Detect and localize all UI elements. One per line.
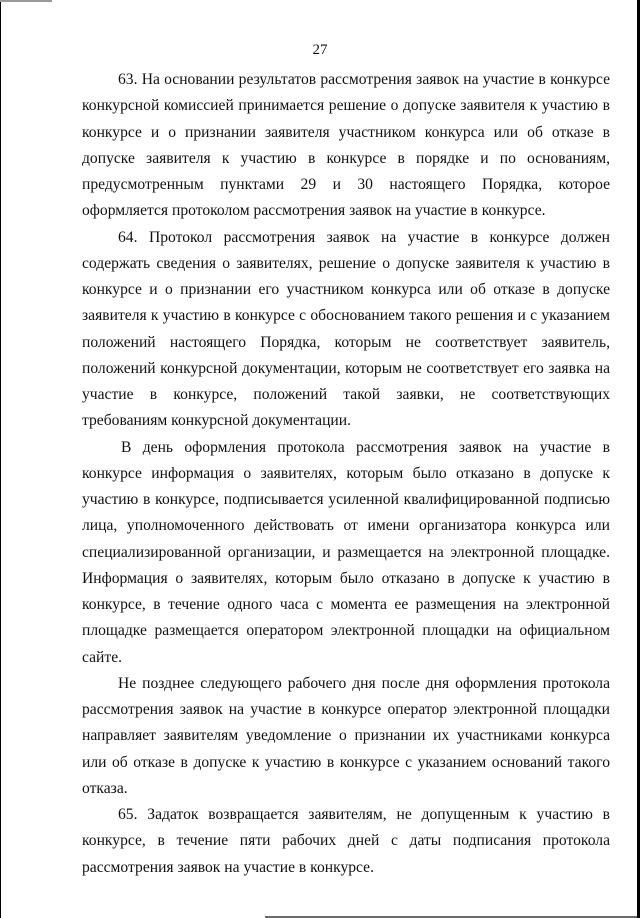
- paragraph-64-rejection-info: В день оформления протокола рассмотрения заявок на участие в конкурсе информация о заявителях, которым было отказано в допуске к участию в конкурсе, подписывается усиленной квалифицированной подписью лица, уполномоченного действовать от имени организатора конкурса или специализированной организации, и размещается на электронной площадке. Информация о заявителях, которым было отказано в допуске к участию в конкурсе, в течение одного часа с момента ее размещения на электронной площадке размещается оператором электронной площадки на официальном сайте.: [82, 438, 610, 666]
- paragraph-64-notification: Не позднее следующего рабочего дня после дня оформления протокола рассмотрения заявок на участие в конкурсе оператор электронной площадки направляет заявителям уведомление о признании их участниками конкурса или об отказе в допуске к участию в конкурсе с указанием оснований такого отказа.: [82, 674, 610, 797]
- paragraph-63: 63. На основании результатов рассмотрения заявок на участие в конкурсе конкурсной комиссией принимается решение о допуске заявителя к участию в конкурсе и о признании заявителя участником конкурса или об отказе в допуске заявителя к участию в конкурсе в порядке и по основаниям, предусмотренным пунктами 29 и 30 настоящего Порядка, которое оформляется протоколом рассмотрения заявок на участие в конкурсе.: [82, 71, 610, 220]
- document-body: [82, 67, 610, 881]
- scan-border-top: [0, 0, 52, 2]
- page-number: 27: [312, 42, 328, 58]
- paragraph-64: 64. Протокол рассмотрения заявок на участие в конкурсе должен содержать сведения о заявителях, решение о допуске заявителя к участию в конкурсе и о признании его участником конкурса или об отказе в допуске заявителя к участию в конкурсе с обоснованием такого решения и с указанием положений настоящего Порядка, которым не соответствует заявитель, положений конкурсной документации, которым не соответствует его заявка на участие в конкурсе, положений такой заявки, не соответствующих требованиям конкурсной документации.: [82, 228, 610, 430]
- scan-border-left: [0, 0, 1, 918]
- paragraph-65: 65. Задаток возвращается заявителям, не допущенным к участию в конкурсе, в течение пяти рабочих дней с даты подписания протокола рассмотрения заявок на участие в конкурсе.: [82, 806, 610, 876]
